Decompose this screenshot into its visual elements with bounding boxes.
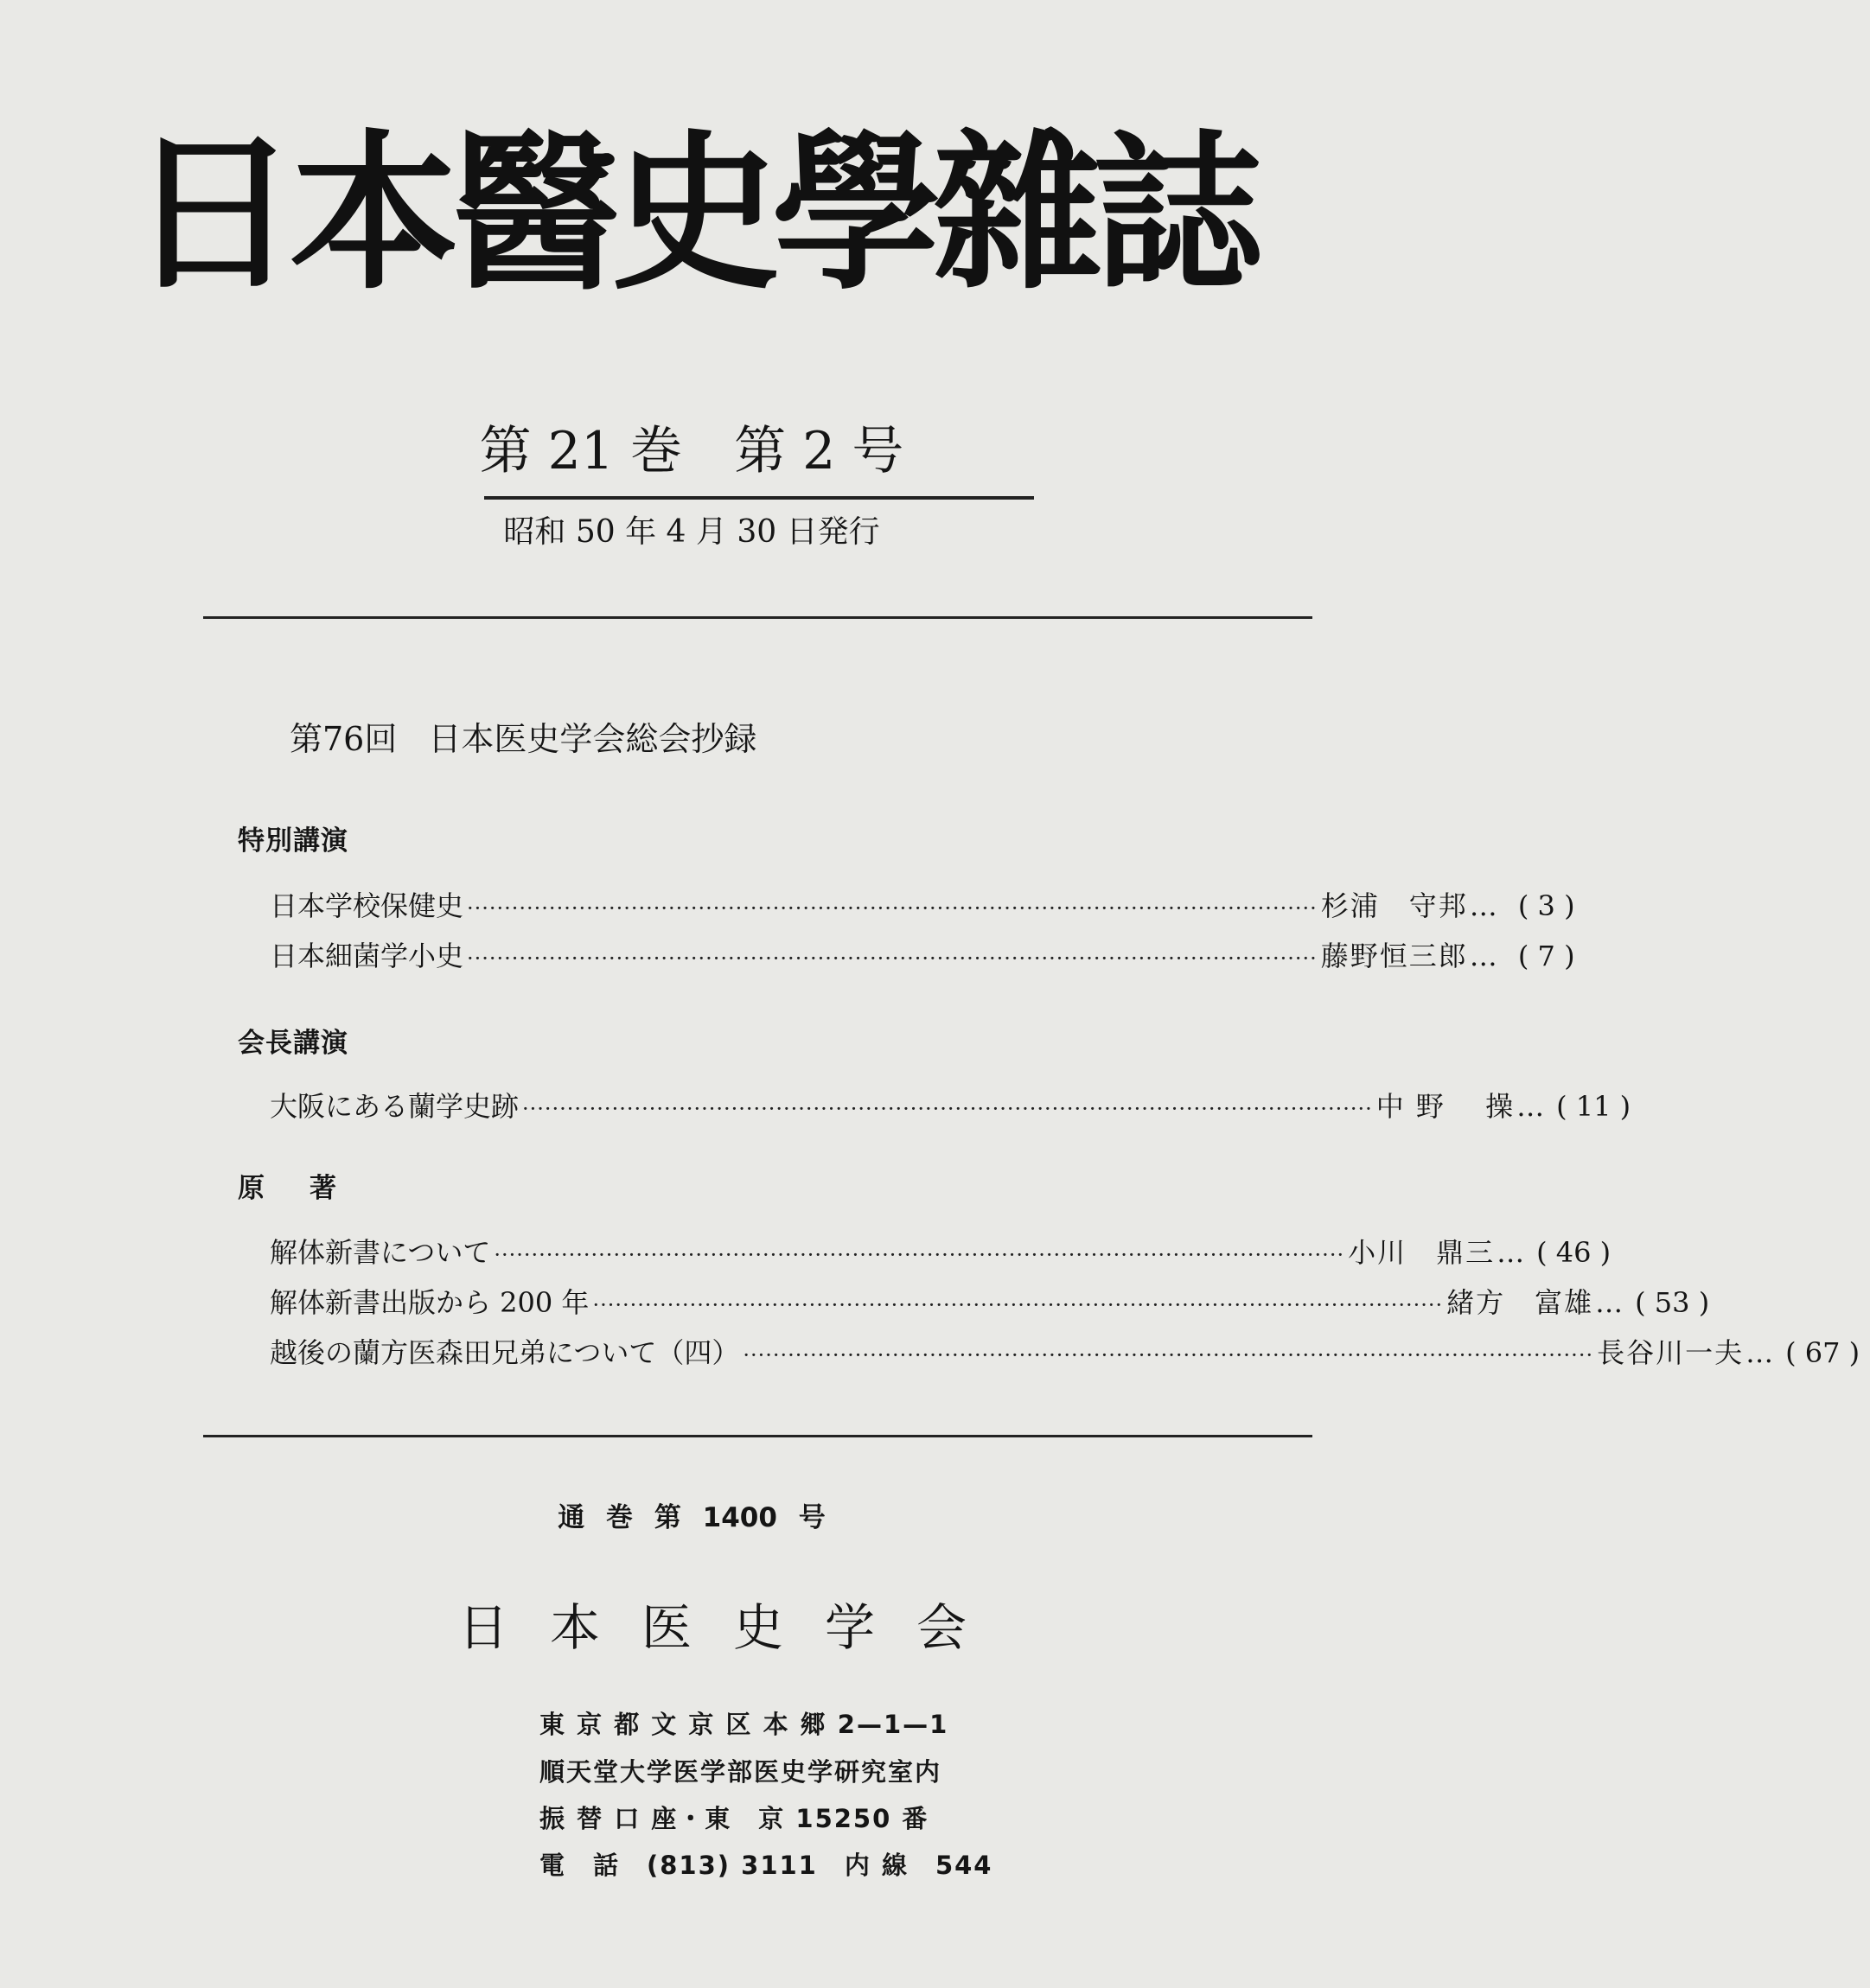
toc-ellipsis: … (1595, 1286, 1624, 1319)
toc-entry-title: 日本学校保健史 (270, 889, 464, 922)
toc-leader-dots: ·················································································································· (467, 896, 1318, 921)
society-name: 日本医史学会 (457, 1598, 1008, 1657)
address-line: 電 話 (813) 3111 内 線 544 (539, 1851, 993, 1880)
toc-leader-dots: ·················································································································· (592, 1293, 1444, 1317)
toc-entry-page: ( 53 ) (1635, 1286, 1710, 1319)
issue-date: 昭和 50 年 4 月 30 日発行 (503, 514, 880, 550)
toc-entry-title: 解体新書について (270, 1236, 491, 1269)
address-line: 東 京 都 文 京 区 本 郷 2—1—1 (539, 1710, 949, 1739)
toc-entry[interactable] (270, 1336, 1860, 1369)
toc-entry-page: ( 11 ) (1556, 1090, 1631, 1123)
toc-entry[interactable] (270, 1090, 1631, 1123)
toc-leader-dots: ·················································································································· (522, 1097, 1373, 1121)
toc-entry-author: 小川 鼎三 (1348, 1236, 1496, 1269)
top-divider (203, 616, 1312, 619)
toc-leader-dots: ·················································································································· (467, 946, 1318, 971)
serial-number: 通 巻 第 1400 号 (558, 1502, 826, 1533)
toc-entry-author: 杉浦 守邦 (1320, 889, 1468, 922)
toc-entry-author: 長谷川一夫 (1597, 1336, 1745, 1369)
journal-title: 日本醫史學雜誌 (128, 116, 1254, 313)
section-heading-original-articles: 原著 (238, 1173, 381, 1204)
toc-ellipsis: … (1469, 889, 1497, 922)
toc-entry-author: 中 野 操 (1375, 1090, 1516, 1123)
section-heading-special-lectures: 特別講演 (238, 825, 348, 857)
section-heading-presidential-lecture: 会長講演 (238, 1028, 348, 1059)
toc-entry-page: ( 7 ) (1517, 940, 1575, 972)
volume-issue: 第 21 巻 第 2 号 (479, 421, 904, 481)
toc-entry-title: 越後の蘭方医森田兄弟について（四） (270, 1336, 740, 1369)
toc-leader-dots: ·················································································································· (743, 1343, 1594, 1367)
toc-entry[interactable] (270, 1286, 1710, 1319)
toc-entry[interactable] (270, 940, 1575, 972)
toc-leader-dots: ·················································································································· (494, 1243, 1345, 1267)
bottom-divider (203, 1435, 1312, 1437)
address-line: 順天堂大学医学部医史学研究室内 (539, 1757, 942, 1787)
toc-entry[interactable] (270, 889, 1575, 922)
toc-entry-author: 緒方 富雄 (1446, 1286, 1594, 1319)
toc-entry-page: ( 67 ) (1785, 1336, 1860, 1369)
toc-entry[interactable] (270, 1236, 1612, 1269)
program-name: 日本医史学会総会抄録 (428, 720, 757, 758)
toc-entry-author: 藤野恒三郎 (1320, 940, 1468, 972)
toc-ellipsis: … (1746, 1336, 1774, 1369)
toc-entry-page: ( 3 ) (1517, 889, 1575, 922)
address-line: 振 替 口 座・東 京 15250 番 (539, 1804, 929, 1833)
program-number: 第76回 (290, 720, 398, 758)
toc-entry-title: 解体新書出版から 200 年 (270, 1286, 590, 1319)
toc-ellipsis: … (1469, 940, 1497, 972)
volume-underline (484, 496, 1034, 500)
toc-entry-title: 大阪にある蘭学史跡 (270, 1090, 520, 1123)
program-title (290, 720, 757, 758)
toc-entry-title: 日本細菌学小史 (270, 940, 464, 972)
toc-ellipsis: … (1497, 1236, 1525, 1269)
toc-ellipsis: … (1516, 1090, 1545, 1123)
toc-entry-page: ( 46 ) (1536, 1236, 1612, 1269)
